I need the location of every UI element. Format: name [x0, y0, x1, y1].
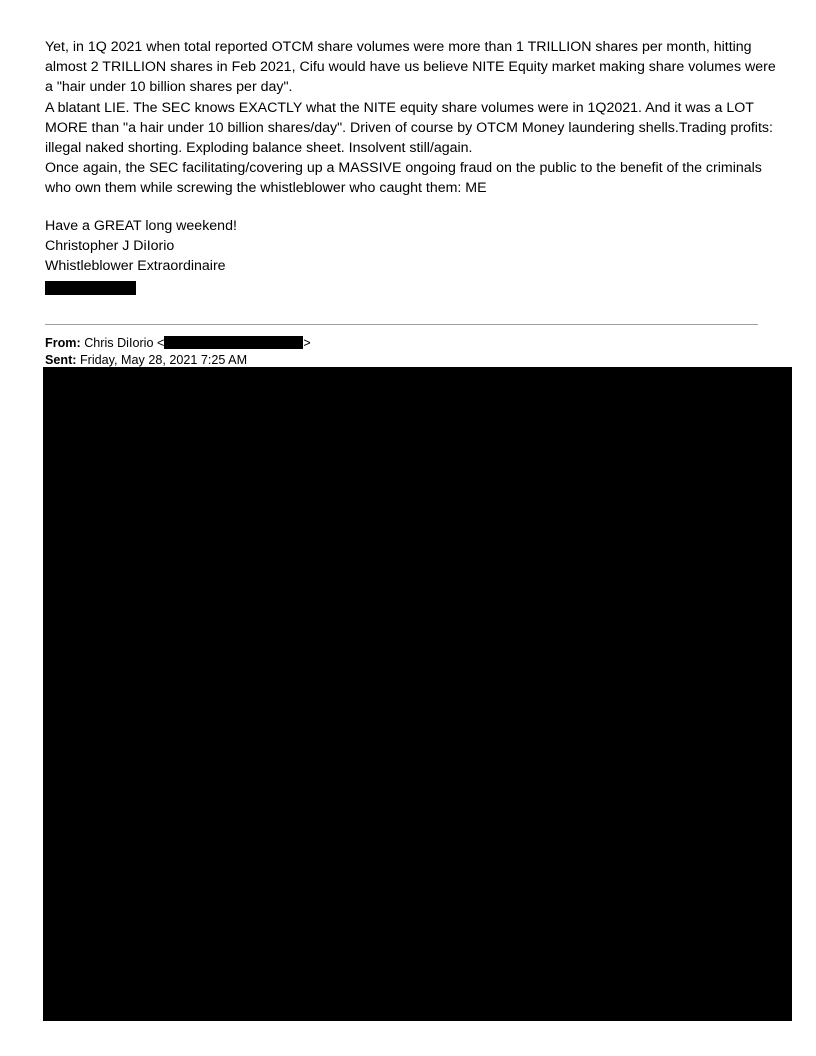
sent-value: Friday, May 28, 2021 7:25 AM — [79, 353, 248, 367]
header-divider — [45, 324, 758, 325]
forwarded-email-header — [45, 335, 311, 369]
from-line — [45, 335, 311, 352]
signature-name: Christopher J DiIorio — [45, 238, 175, 255]
email-address-redaction — [164, 336, 303, 349]
paragraph-3: Once again, the SEC facilitating/covering up a MASSIVE ongoing fraud on the public to the benefit of the criminals who own them while screwing the whistleblower who caught them: ME — [45, 160, 762, 197]
from-name: Chris DiIorio < — [84, 336, 165, 350]
signature-closing: Have a GREAT long weekend! — [45, 218, 237, 234]
signature-title: Whistleblower Extraordinaire — [45, 258, 226, 275]
signature-block — [45, 216, 237, 277]
body-redaction — [43, 367, 792, 1021]
sent-label: Sent: — [45, 353, 77, 367]
email-body — [45, 37, 780, 199]
paragraph-1: Yet, in 1Q 2021 when total reported OTCM share volumes were more than 1 TRILLION shares per month, hitting almost 2 TRILLION shares in Feb 2021, Cifu would have us believe NITE Equity market making share volumes were a "hair under 10 billion shares per day". — [45, 39, 776, 96]
from-label: From: — [45, 336, 81, 350]
from-close: > — [303, 336, 311, 350]
signature-redaction — [45, 281, 136, 295]
paragraph-2: A blatant LIE. The SEC knows EXACTLY what the NITE equity share volumes were in 1Q2021. And it was a LOT MORE than "a hair under 10 billion shares/day". Driven of course by OTCM Money laundering shells.Trading profits: illegal naked shorting. Exploding balance sheet. Insolvent still/again. — [45, 99, 773, 157]
